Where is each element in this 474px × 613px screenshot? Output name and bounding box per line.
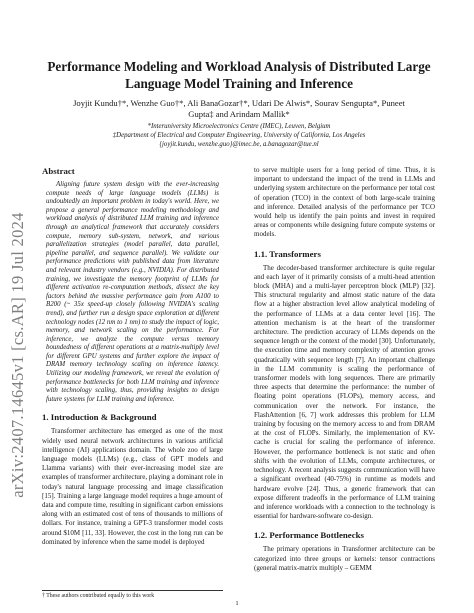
right-column (254, 166, 435, 596)
section-1-1-heading: 1.1. Transformers (254, 248, 321, 259)
affiliation-ucla: ‡Department of Electrical and Computer Engineering, University of California, Los Angeles (112, 132, 366, 139)
left-column (42, 166, 223, 584)
equal-contribution-footnote: † These authors contributed equally to this work (42, 590, 223, 600)
abstract-text: Aligning future system design with the ever-increasing compute needs of large language models (LLMs) is undoubtedly an important problem in today's world. Here, we propose a general performance modeling methodology and workload analysis of distributed LLM training and inference through an analytical framework that accurately considers compute, memory sub-system, network, and various parallelization strategies (model parallel, data parallel, pipeline parallel, and sequence parallel). We validate our performance predictions with published data from literature and relevant industry vendors (e.g., NVIDIA). For distributed training, we investigate the memory footprint of LLMs for different activation re-computation methods, dissect the key factors behind the massive performance gain from A100 to B200 (~ 35x speed-up closely following NVIDIA's scaling trend), and further run a design space exploration at different technology nodes (12 nm to 1 nm) to study the impact of logic, memory, and network scaling on the performance. For inference, we analyze the compute versus memory boundedness of different operations at a matrix-multiply level for different GPU systems and further explore the impact of DRAM memory technology scaling on inference latency. Utilizing our modeling framework, we reveal the evolution of performance bottlenecks for both LLM training and inference with technology scaling, thus, providing insights to design future systems for LLM training and inference. (46, 181, 219, 403)
arxiv-stamp (5, 165, 31, 545)
section-1-paragraph: Transformer architecture has emerged as one of the most widely used neural network architectures in various artificial intelligence (AI) applications domain. The whole zoo of large language models (LLMs) (e.g., class of GPT models and Llamma variants) with their ever-increasing model size are examples of transformer architecture, playing a dominant role in today's natural language processing and image classification [15]. Training a large language model requires a huge amount of data and compute time, resulting in significant carbon emissions along with an estimated cost of tens of thousands to millions of dollars. For instance, training a GPT-3 transformer model costs around $10M [11, 33]. However, the cost in the long run can be dominated by inference when the same model is deployed (42, 427, 223, 546)
affiliation-imec: *Interuniversity Microelectronics Centre (IMEC), Leuven, Belgium (147, 123, 331, 130)
section-1-2-heading: 1.2. Performance Bottlenecks (254, 530, 364, 541)
paper-title: Performance Modeling and Workload Analysis of Distributed Large Language Model Training and Inference (47, 59, 431, 91)
section-1-2-paragraph: The primary operations in Transformer architecture can be categorized into three groups or kernels: tensor contractions (general matrix-matrix multiply – GEMM (254, 545, 435, 572)
section-1-heading: 1. Introduction & Background (42, 412, 157, 423)
author-emails: {joyjit.kundu, wenzhe.guo}@imec.be, a.banagozar@tue.nl (159, 141, 319, 148)
arxiv-identifier: arXiv:2407.14645v1 [cs.AR] 19 Jul 2024 (8, 212, 27, 498)
abstract-heading: Abstract (42, 166, 75, 176)
author-list: Joyjit Kundu†*, Wenzhe Guo†*, Ali BanaGozar†*, Udari De Alwis*, Sourav Sengupta*, Puneet Gupta‡ and Arindam Mallik* (73, 98, 405, 119)
section-1-1-paragraph: The decoder-based transformer architecture is quite regular and each layer of it primarily consists of a multi-head attention block (MHA) and a multi-layer perceptron block (MLP) [32]. This structural regularity and almost static nature of the data flow at a higher abstraction level allow analytical modeling of the performance of LLMs at a data center level [16]. The attention mechanism is at the heart of the transformer architecture. The prediction accuracy of LLMs depends on the sequence length or the context of the model [30]. Unfortunately, the execution time and memory complexity of attention grows quadratically with sequence length [7]. An important challenge in the LLM community is scaling the performance of transformer models with long sequences. There are primarily three aspects that determine the performance: the number of floating point operations (FLOPs), memory access, and communication over the network. For instance, the FlashAttention [6, 7] work addresses this problem for LLM training by focusing on the memory access to and from DRAM at the cost of FLOPs. Similarly, the implementation of KV-cache is crucial for scaling the performance of inference. However, the performance bottleneck is not static and often shifts with the evolution of LLMs, compute architectures, or technology. A recent analysis suggests communication will have a significant overhead (40-75%) in runtime as models and hardware evolve [24]. Thus, a generic framework that can expose different tradeoffs in the performance of LLM training and inference workloads with a connection to the technology is essential for hardware-software co-design. (254, 263, 435, 521)
affiliations (60, 122, 418, 149)
intro-continuation-paragraph: to serve multiple users for a long period of time. Thus, it is important to understand the impact of the trend in LLMs and underlying system architecture on the performance per total cost of operation (TCO) in the context of both large-scale training and inference. Detailed analysis of the performance per TCO would help us identify the pain points and invest in required areas or components while designing future compute systems or models. (254, 166, 435, 239)
page-number: 1 (235, 600, 239, 607)
